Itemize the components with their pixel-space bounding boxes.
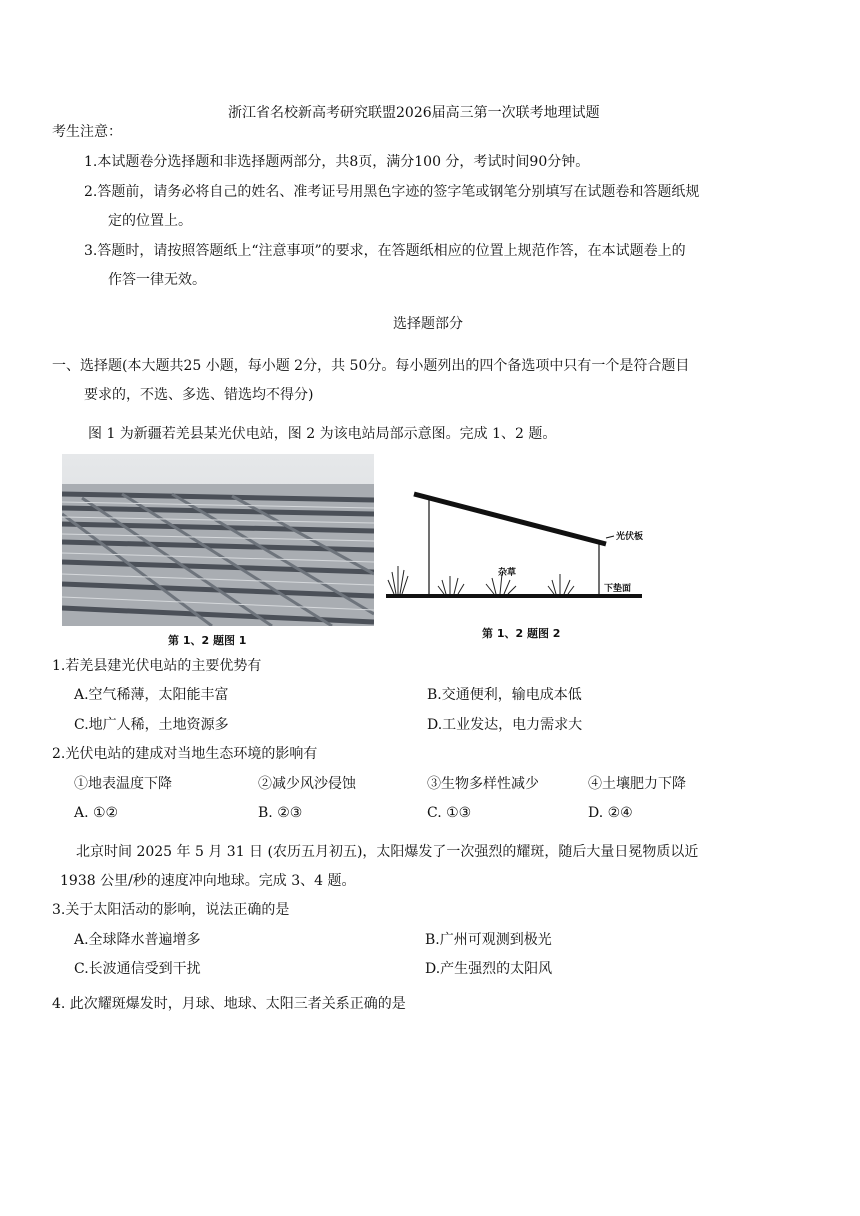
pv-panel-line (414, 494, 606, 544)
notice-heading: 考生注意： (52, 124, 122, 140)
q3-option-a: A.全球降水普遍增多 (74, 932, 201, 948)
weed-cluster-4 (548, 574, 574, 594)
q1-option-d: D.工业发达，电力需求大 (427, 717, 583, 733)
section-title: 选择题部分 (393, 316, 463, 332)
q3-option-b: B.广州可观测到极光 (425, 932, 552, 948)
q3-option-d: D.产生强烈的太阳风 (425, 961, 553, 977)
q2-stem: 2.光伏电站的建成对当地生态环境的影响有 (52, 746, 318, 762)
q2-statement-2: ②减少风沙侵蚀 (258, 776, 356, 792)
q2-option-b: B. ②③ (258, 805, 303, 821)
notice-item-1: 1.本试题卷分选择题和非选择题两部分，共8页，满分100 分，考试时间90分钟。 (84, 154, 590, 170)
q1-stem: 1.若羌县建光伏电站的主要优势有 (52, 658, 262, 674)
q2-option-c: C. ①③ (427, 805, 472, 821)
figure-1-photo (62, 454, 374, 626)
notice-item-2: 2.答题前，请务必将自己的姓名、准考证号用黑色字迹的签字笔或钢笔分别填写在试题卷和答题纸规 (84, 184, 700, 200)
q2-option-a: A. ①② (74, 805, 119, 821)
notice-item-3-cont: 作答一律无效。 (108, 272, 206, 288)
part1-instruction-cont: 要求的，不选、多选、错选均不得分) (84, 387, 314, 403)
panel-pointer (606, 536, 614, 538)
q1-option-c: C.地广人稀，土地资源多 (74, 717, 229, 733)
part1-instruction: 一、选择题(本大题共25 小题，每小题 2分，共 50分。每小题列出的四个备选项中只有一个是符合题目 (52, 358, 690, 374)
q2-statement-3: ③生物多样性减少 (427, 776, 539, 792)
notice-item-3: 3.答题时，请按照答题纸上“注意事项”的要求，在答题纸相应的位置上规范作答，在本试题卷上的 (84, 243, 686, 259)
q4-stem: 4. 此次耀斑爆发时，月球、地球、太阳三者关系正确的是 (52, 996, 406, 1012)
label-pv-panel: 光伏板 (616, 532, 644, 542)
intro-q3-4: 北京时间 2025 年 5 月 31 日 (农历五月初五)，太阳爆发了一次强烈的耀斑，随后大量日冕物质以近 (76, 844, 699, 860)
intro-q1-2: 图 1 为新疆若羌县某光伏电站，图 2 为该电站局部示意图。完成 1、2 题。 (88, 426, 557, 442)
q2-statement-1: ①地表温度下降 (74, 776, 172, 792)
q2-statement-4: ④土壤肥力下降 (588, 776, 686, 792)
label-surface: 下垫面 (604, 584, 632, 594)
intro-q3-4-cont: 1938 公里/秒的速度冲向地球。完成 3、4 题。 (60, 873, 356, 889)
q2-option-d: D. ②④ (588, 805, 633, 821)
weed-cluster-2 (438, 576, 464, 594)
exam-title: 浙江省名校新高考研究联盟2026届高三第一次联考地理试题 (228, 105, 600, 121)
q3-stem: 3.关于太阳活动的影响，说法正确的是 (52, 902, 290, 918)
weed-cluster-1 (388, 566, 408, 594)
figure-2-caption: 第 1、2 题图 2 (482, 627, 561, 640)
label-weeds: 杂草 (498, 568, 517, 578)
figure-1-caption: 第 1、2 题图 1 (168, 634, 247, 647)
q1-option-a: A.空气稀薄，太阳能丰富 (74, 687, 229, 703)
notice-item-2-cont: 定的位置上。 (108, 213, 192, 229)
q3-option-c: C.长波通信受到干扰 (74, 961, 201, 977)
q1-option-b: B.交通便利，输电成本低 (427, 687, 582, 703)
